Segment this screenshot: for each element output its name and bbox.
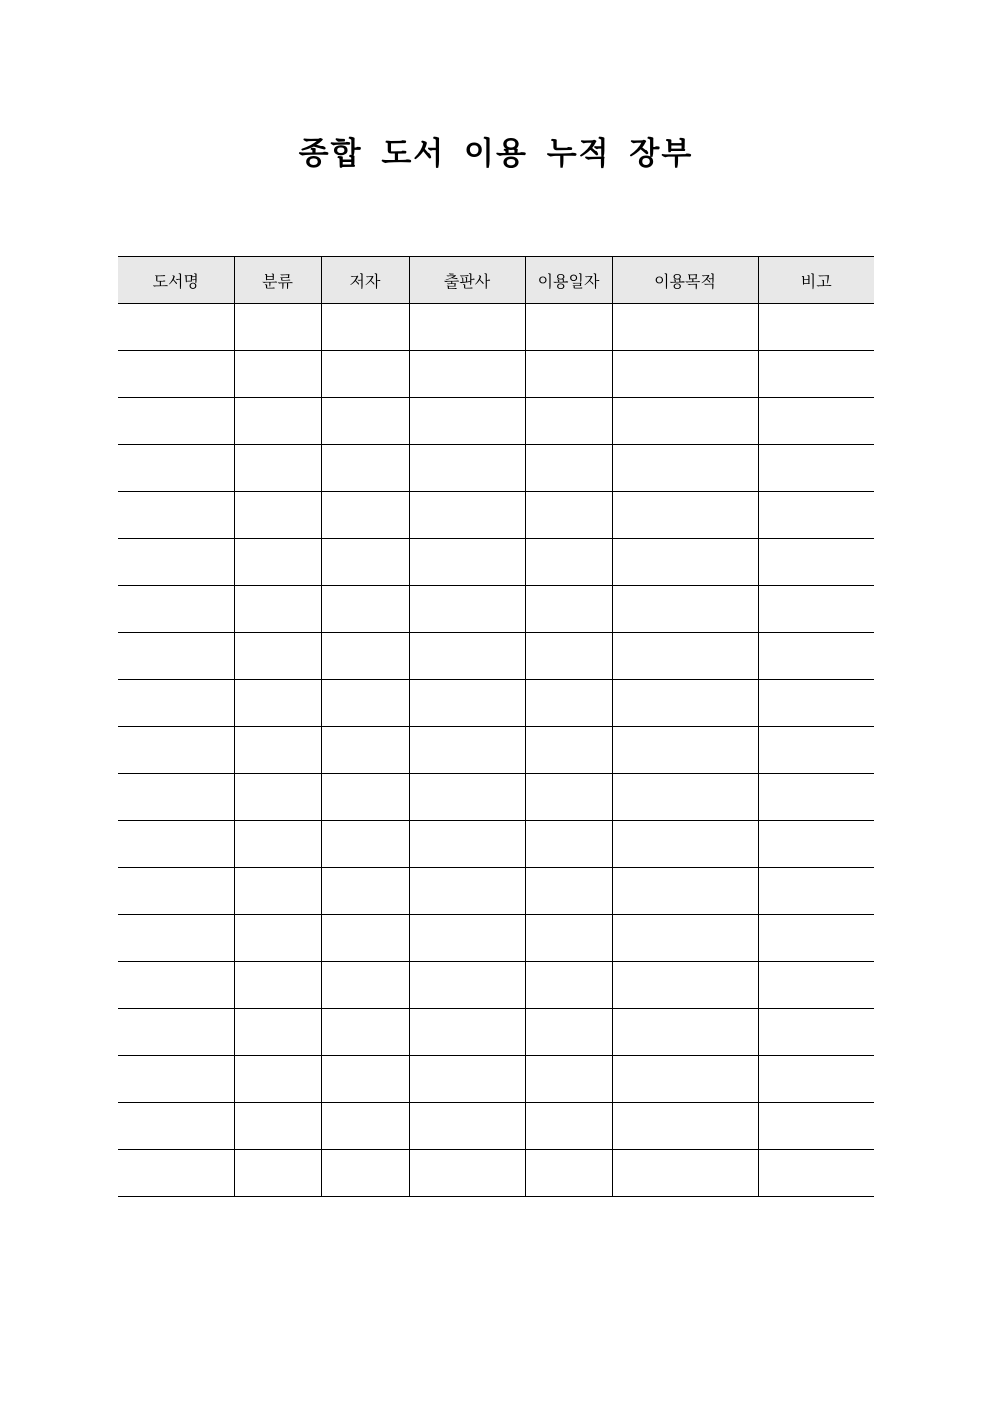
table-cell[interactable] bbox=[321, 1056, 409, 1103]
column-header-publisher: 출판사 bbox=[409, 257, 525, 304]
table-cell[interactable] bbox=[409, 868, 525, 915]
column-header-usage-purpose: 이용목적 bbox=[612, 257, 758, 304]
table-cell[interactable] bbox=[118, 1103, 234, 1150]
table-cell[interactable] bbox=[525, 351, 612, 398]
table-cell[interactable] bbox=[234, 868, 321, 915]
table-cell[interactable] bbox=[321, 727, 409, 774]
table-cell[interactable] bbox=[612, 1056, 758, 1103]
table-cell[interactable] bbox=[118, 586, 234, 633]
table-cell[interactable] bbox=[525, 868, 612, 915]
table-cell[interactable] bbox=[118, 915, 234, 962]
table-cell[interactable] bbox=[612, 915, 758, 962]
page-title: 종합 도서 이용 누적 장부 bbox=[298, 136, 694, 172]
table-cell[interactable] bbox=[321, 774, 409, 821]
table-cell[interactable] bbox=[758, 398, 874, 445]
table-cell[interactable] bbox=[234, 821, 321, 868]
table-cell[interactable] bbox=[321, 1009, 409, 1056]
table-cell[interactable] bbox=[409, 351, 525, 398]
table-cell[interactable] bbox=[525, 1056, 612, 1103]
table-cell[interactable] bbox=[234, 774, 321, 821]
table-cell[interactable] bbox=[525, 492, 612, 539]
table-cell[interactable] bbox=[234, 586, 321, 633]
table-cell[interactable] bbox=[612, 539, 758, 586]
table-header-row bbox=[118, 257, 874, 304]
table-cell[interactable] bbox=[758, 1150, 874, 1197]
table-cell[interactable] bbox=[118, 492, 234, 539]
table-cell[interactable] bbox=[234, 1009, 321, 1056]
table-cell[interactable] bbox=[409, 492, 525, 539]
table-cell[interactable] bbox=[118, 351, 234, 398]
table-cell[interactable] bbox=[409, 727, 525, 774]
table-cell[interactable] bbox=[118, 445, 234, 492]
table-cell[interactable] bbox=[409, 586, 525, 633]
book-usage-ledger-table bbox=[118, 256, 874, 1197]
table-cell[interactable] bbox=[321, 1103, 409, 1150]
table-cell[interactable] bbox=[612, 774, 758, 821]
table-cell[interactable] bbox=[409, 915, 525, 962]
table-cell[interactable] bbox=[118, 304, 234, 351]
table-cell[interactable] bbox=[118, 1056, 234, 1103]
table-cell[interactable] bbox=[525, 915, 612, 962]
column-header-category: 분류 bbox=[234, 257, 321, 304]
table-cell[interactable] bbox=[409, 962, 525, 1009]
table-cell[interactable] bbox=[321, 492, 409, 539]
table-cell[interactable] bbox=[409, 821, 525, 868]
table-cell[interactable] bbox=[234, 398, 321, 445]
table-row bbox=[118, 445, 874, 492]
table-cell[interactable] bbox=[612, 351, 758, 398]
table-cell[interactable] bbox=[758, 492, 874, 539]
table-cell[interactable] bbox=[234, 680, 321, 727]
table-cell[interactable] bbox=[525, 304, 612, 351]
table-cell[interactable] bbox=[525, 539, 612, 586]
table-cell[interactable] bbox=[409, 1103, 525, 1150]
table-cell[interactable] bbox=[612, 1103, 758, 1150]
table-cell[interactable] bbox=[234, 304, 321, 351]
table-cell[interactable] bbox=[525, 1150, 612, 1197]
table-cell[interactable] bbox=[321, 539, 409, 586]
table-cell[interactable] bbox=[525, 586, 612, 633]
table-row bbox=[118, 398, 874, 445]
table-row bbox=[118, 304, 874, 351]
table-row bbox=[118, 539, 874, 586]
table-cell[interactable] bbox=[758, 351, 874, 398]
table-cell[interactable] bbox=[118, 1150, 234, 1197]
table-cell[interactable] bbox=[758, 962, 874, 1009]
table-cell[interactable] bbox=[758, 868, 874, 915]
table-cell[interactable] bbox=[525, 774, 612, 821]
table-cell[interactable] bbox=[409, 680, 525, 727]
table-cell[interactable] bbox=[409, 774, 525, 821]
table-cell[interactable] bbox=[612, 492, 758, 539]
table-cell[interactable] bbox=[321, 915, 409, 962]
table-cell[interactable] bbox=[409, 445, 525, 492]
column-header-author: 저자 bbox=[321, 257, 409, 304]
table-cell[interactable] bbox=[758, 1009, 874, 1056]
table-cell[interactable] bbox=[118, 774, 234, 821]
table-cell[interactable] bbox=[409, 304, 525, 351]
table-row bbox=[118, 821, 874, 868]
table-cell[interactable] bbox=[234, 962, 321, 1009]
table-cell[interactable] bbox=[525, 962, 612, 1009]
table-cell[interactable] bbox=[118, 821, 234, 868]
table-cell[interactable] bbox=[409, 398, 525, 445]
table-cell[interactable] bbox=[118, 868, 234, 915]
table-cell[interactable] bbox=[612, 962, 758, 1009]
table-cell[interactable] bbox=[525, 633, 612, 680]
table-row bbox=[118, 492, 874, 539]
table-row bbox=[118, 868, 874, 915]
table-cell[interactable] bbox=[118, 1009, 234, 1056]
table-cell[interactable] bbox=[758, 304, 874, 351]
table-cell[interactable] bbox=[758, 539, 874, 586]
table-cell[interactable] bbox=[525, 1009, 612, 1056]
table-cell[interactable] bbox=[612, 868, 758, 915]
table-cell[interactable] bbox=[321, 586, 409, 633]
table-cell[interactable] bbox=[612, 727, 758, 774]
column-header-book-title: 도서명 bbox=[118, 257, 234, 304]
table-row bbox=[118, 1150, 874, 1197]
table-row bbox=[118, 915, 874, 962]
table-cell[interactable] bbox=[758, 586, 874, 633]
table-cell[interactable] bbox=[409, 539, 525, 586]
table-cell[interactable] bbox=[525, 727, 612, 774]
table-cell[interactable] bbox=[525, 398, 612, 445]
table-row bbox=[118, 680, 874, 727]
table-cell[interactable] bbox=[758, 915, 874, 962]
table-cell[interactable] bbox=[409, 633, 525, 680]
table-cell[interactable] bbox=[234, 915, 321, 962]
table-cell[interactable] bbox=[612, 633, 758, 680]
table-cell[interactable] bbox=[234, 633, 321, 680]
table-cell[interactable] bbox=[118, 680, 234, 727]
table-row bbox=[118, 1056, 874, 1103]
table-cell[interactable] bbox=[758, 727, 874, 774]
table-cell[interactable] bbox=[612, 1150, 758, 1197]
table-cell[interactable] bbox=[321, 1150, 409, 1197]
table-cell[interactable] bbox=[612, 821, 758, 868]
table-cell[interactable] bbox=[234, 445, 321, 492]
table-cell[interactable] bbox=[612, 680, 758, 727]
table-cell[interactable] bbox=[321, 868, 409, 915]
table-cell[interactable] bbox=[758, 821, 874, 868]
table-cell[interactable] bbox=[321, 821, 409, 868]
table-row bbox=[118, 727, 874, 774]
table-cell[interactable] bbox=[234, 1056, 321, 1103]
table-cell[interactable] bbox=[758, 445, 874, 492]
table-row bbox=[118, 774, 874, 821]
table-cell[interactable] bbox=[234, 492, 321, 539]
table-cell[interactable] bbox=[234, 539, 321, 586]
table-cell[interactable] bbox=[321, 398, 409, 445]
table-cell[interactable] bbox=[525, 680, 612, 727]
table-cell[interactable] bbox=[321, 962, 409, 1009]
table-cell[interactable] bbox=[321, 351, 409, 398]
table-cell[interactable] bbox=[234, 351, 321, 398]
table-cell[interactable] bbox=[612, 304, 758, 351]
table-body bbox=[118, 304, 874, 1197]
table-cell[interactable] bbox=[234, 1103, 321, 1150]
table-cell[interactable] bbox=[612, 445, 758, 492]
table-row bbox=[118, 1009, 874, 1056]
table-cell[interactable] bbox=[525, 1103, 612, 1150]
table-cell[interactable] bbox=[321, 633, 409, 680]
column-header-usage-date: 이용일자 bbox=[525, 257, 612, 304]
table-cell[interactable] bbox=[321, 680, 409, 727]
table-cell[interactable] bbox=[409, 1056, 525, 1103]
table-cell[interactable] bbox=[118, 727, 234, 774]
table-cell[interactable] bbox=[612, 398, 758, 445]
table-row bbox=[118, 351, 874, 398]
table-cell[interactable] bbox=[118, 539, 234, 586]
table-row bbox=[118, 962, 874, 1009]
table-cell[interactable] bbox=[321, 304, 409, 351]
table-cell[interactable] bbox=[409, 1009, 525, 1056]
table-cell[interactable] bbox=[758, 774, 874, 821]
table-cell[interactable] bbox=[758, 1056, 874, 1103]
table-cell[interactable] bbox=[758, 1103, 874, 1150]
table-cell[interactable] bbox=[409, 1150, 525, 1197]
column-header-remarks: 비고 bbox=[758, 257, 874, 304]
table-cell[interactable] bbox=[234, 1150, 321, 1197]
table-cell[interactable] bbox=[321, 445, 409, 492]
table-row bbox=[118, 633, 874, 680]
table-row bbox=[118, 1103, 874, 1150]
table-cell[interactable] bbox=[525, 445, 612, 492]
table-row bbox=[118, 586, 874, 633]
table-cell[interactable] bbox=[612, 586, 758, 633]
table-cell[interactable] bbox=[234, 727, 321, 774]
table-cell[interactable] bbox=[758, 680, 874, 727]
table-cell[interactable] bbox=[118, 633, 234, 680]
table-cell[interactable] bbox=[118, 398, 234, 445]
table-cell[interactable] bbox=[758, 633, 874, 680]
table-cell[interactable] bbox=[525, 821, 612, 868]
table-cell[interactable] bbox=[612, 1009, 758, 1056]
table-cell[interactable] bbox=[118, 962, 234, 1009]
